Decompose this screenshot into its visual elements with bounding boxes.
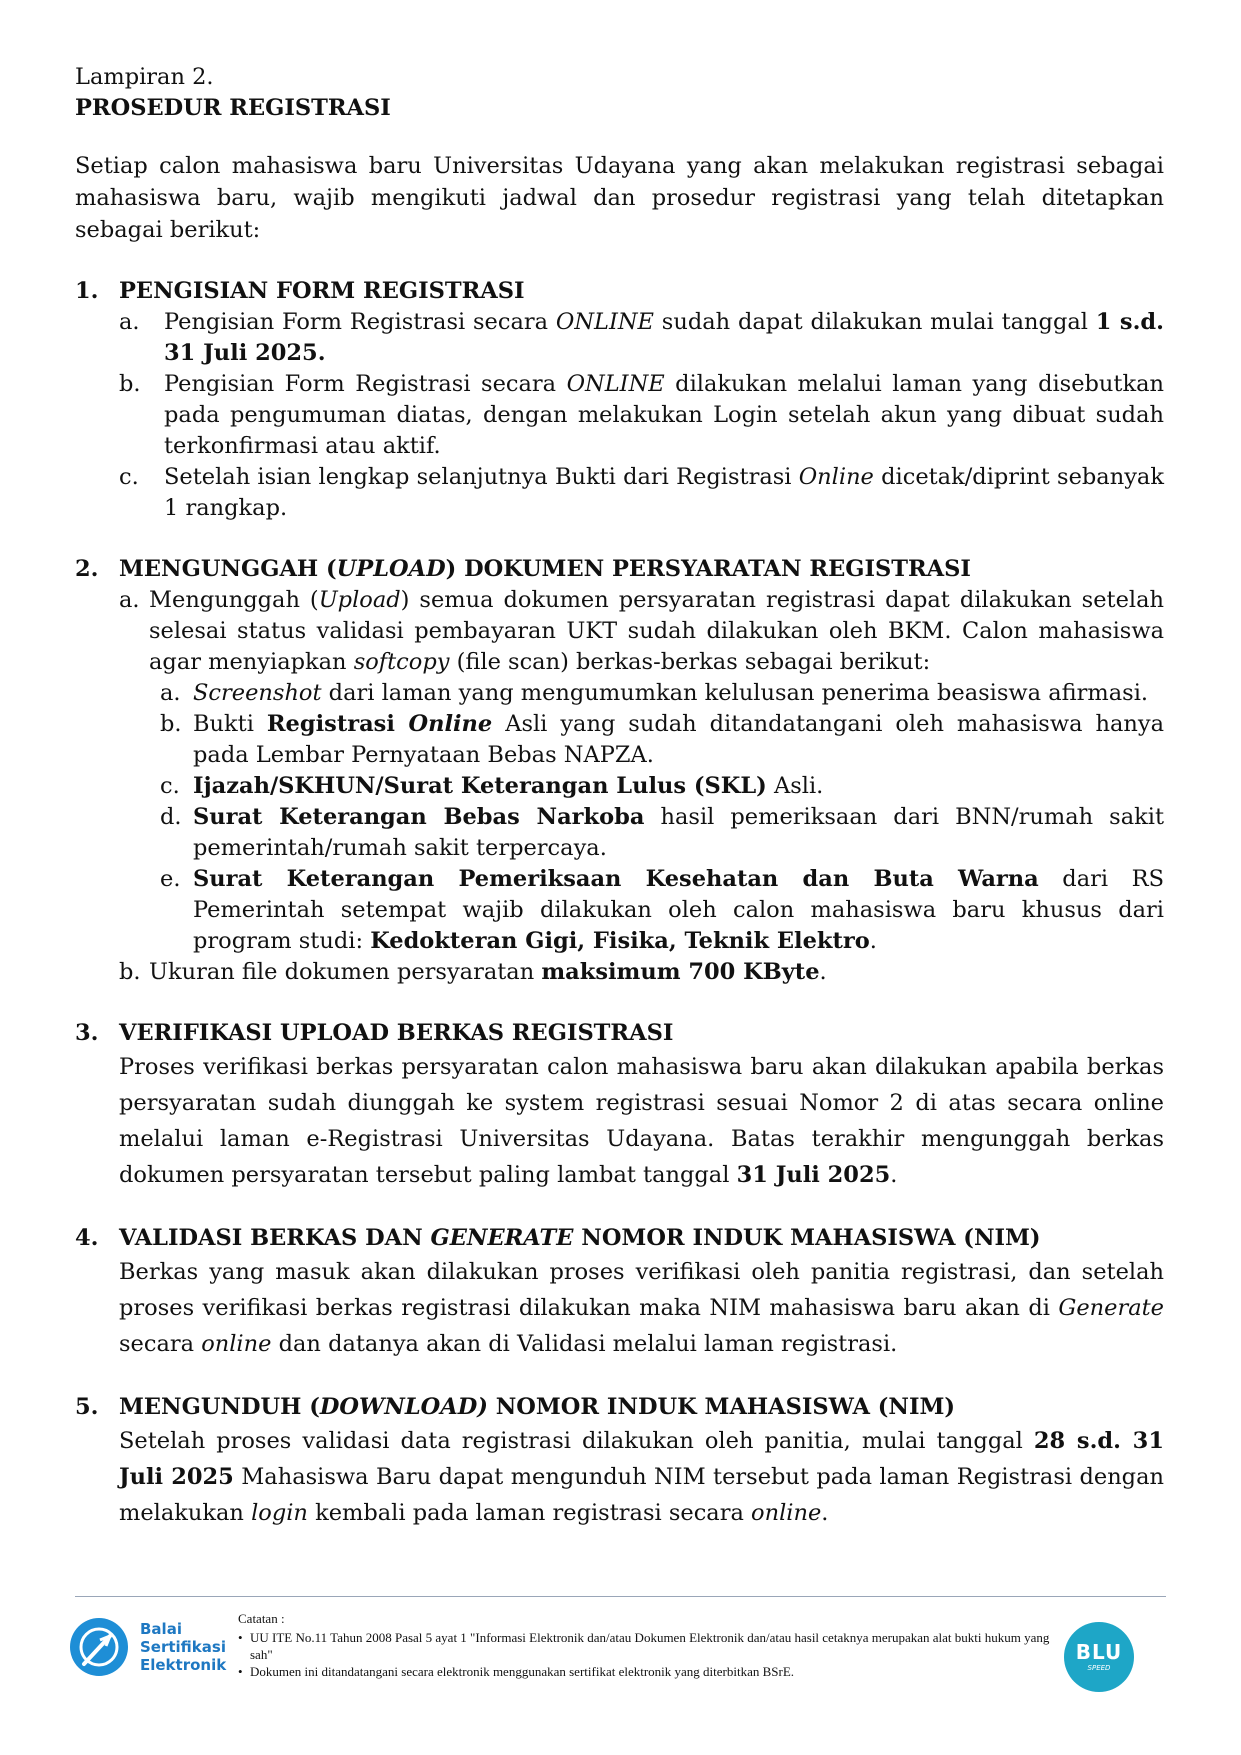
section-number: 3. xyxy=(75,1020,99,1046)
section-paragraph xyxy=(75,1254,1164,1362)
list-item xyxy=(75,957,1164,988)
section-4 xyxy=(75,1223,1164,1362)
item-text: dari laman yang mengumumkan kelulusan penerima beasiswa afirmasi. xyxy=(321,680,1149,706)
item-text-bold-italic: Online xyxy=(408,711,493,737)
item-text-italic: ONLINE xyxy=(555,309,654,335)
item-text: Pengisian Form Registrasi secara xyxy=(164,371,567,397)
section-1 xyxy=(75,276,1164,524)
section-heading xyxy=(75,1223,1164,1254)
section-title-italic: UPLOAD xyxy=(336,556,446,582)
section-title: PENGISIAN FORM REGISTRASI xyxy=(119,278,525,304)
paragraph-text: kembali pada laman registrasi secara xyxy=(307,1500,752,1526)
section-paragraph xyxy=(75,1423,1164,1531)
list-marker: a. xyxy=(119,309,140,335)
item-text: . xyxy=(869,928,877,954)
paragraph-text-bold: 31 Juli 2025 xyxy=(736,1162,891,1188)
sub-list-item xyxy=(75,864,1164,957)
paragraph-text-bold: 28 s.d. 31 Juli 2025 xyxy=(119,1428,1164,1490)
item-text: Setelah isian lengkap selanjutnya Bukti dari Registrasi xyxy=(164,464,799,490)
list-marker: e. xyxy=(160,866,181,892)
paragraph-text: . xyxy=(890,1162,898,1188)
list-marker: a. xyxy=(119,587,140,613)
bsre-emblem-icon xyxy=(70,1618,128,1676)
section-title: NOMOR INDUK MAHASISWA (NIM) xyxy=(573,1225,1041,1251)
footer-divider xyxy=(75,1596,1166,1597)
item-text: (file scan) berkas-berkas sebagai berikut: xyxy=(449,649,931,675)
section-heading xyxy=(75,554,1164,585)
section-heading xyxy=(75,276,1164,307)
item-text-bold: Surat Keterangan Bebas Narkoba xyxy=(193,804,645,830)
item-text-italic: softcopy xyxy=(353,649,450,675)
bsre-logo xyxy=(70,1618,230,1680)
item-text-italic: Online xyxy=(798,464,874,490)
list-item xyxy=(75,462,1164,524)
item-text: Pengisian Form Registrasi secara xyxy=(164,309,556,335)
section-title: VERIFIKASI UPLOAD BERKAS REGISTRASI xyxy=(119,1020,674,1046)
sub-list-item xyxy=(75,678,1164,709)
section-number: 2. xyxy=(75,556,99,582)
section-paragraph xyxy=(75,1049,1164,1193)
list-item xyxy=(75,369,1164,462)
blu-logo-text: BLU xyxy=(1075,1640,1123,1664)
item-text-bold: maksimum 700 KByte xyxy=(541,959,820,985)
item-text: . xyxy=(819,959,827,985)
bsre-logo-line: Elektronik xyxy=(140,1656,227,1674)
sub-list-item xyxy=(75,771,1164,802)
document-page xyxy=(75,62,1164,1531)
item-text: sudah dapat dilakukan mulai tanggal xyxy=(653,309,1096,335)
section-title: MENGUNGGAH ( xyxy=(119,556,337,582)
lampiran-label: Lampiran 2. xyxy=(75,64,214,90)
section-title: NOMOR INDUK MAHASISWA (NIM) xyxy=(487,1394,956,1420)
section-5 xyxy=(75,1392,1164,1531)
paragraph-text: Berkas yang masuk akan dilakukan proses verifikasi oleh panitia registrasi, dan setelah proses verifikasi berkas registrasi dilakukan maka NIM mahasiswa baru akan di xyxy=(119,1259,1164,1321)
paragraph-text-italic: online xyxy=(201,1331,272,1357)
footer-notes xyxy=(238,1610,1068,1680)
paragraph-text-italic: Generate xyxy=(1058,1295,1164,1321)
paragraph-text: Mahasiswa Baru dapat mengunduh NIM tersebut pada laman Registrasi dengan melakukan xyxy=(119,1464,1164,1526)
section-heading xyxy=(75,1018,1164,1049)
sub-list-item xyxy=(75,802,1164,864)
item-text: dilakukan melalui laman yang disebutkan pada pengumuman diatas, dengan melakukan Login setelah akun yang dibuat sudah terkonfirmasi atau aktif. xyxy=(164,371,1165,459)
section-title-italic: GENERATE xyxy=(430,1225,574,1251)
item-text: ) semua dokumen persyaratan registrasi dapat dilakukan setelah selesai status validasi pembayaran UKT sudah dilakukan oleh BKM. Calon mahasiswa agar menyiapkan xyxy=(149,587,1165,675)
paragraph-text: . xyxy=(821,1500,829,1526)
section-title: VALIDASI BERKAS DAN xyxy=(119,1225,431,1251)
list-marker: b. xyxy=(160,711,182,737)
item-text-italic: Screenshot xyxy=(193,680,322,706)
section-number: 4. xyxy=(75,1225,99,1251)
list-marker: c. xyxy=(119,464,139,490)
section-3 xyxy=(75,1018,1164,1193)
notes-list xyxy=(238,1629,1068,1680)
bsre-mark-icon xyxy=(70,1618,128,1676)
section-title: ) DOKUMEN PERSYARATAN REGISTRASI xyxy=(445,556,971,582)
paragraph-text: Proses verifikasi berkas persyaratan calon mahasiswa baru akan dilakukan apabila berkas persyaratan sudah diunggah ke system registrasi sesuai Nomor 2 di atas secara online melalui laman e-Registrasi Universitas Udayana. Batas terakhir mengunggah berkas dokumen persyaratan tersebut paling lambat tanggal xyxy=(119,1054,1164,1188)
paragraph-text: Setelah proses validasi data registrasi dilakukan oleh panitia, mulai tanggal xyxy=(119,1428,1034,1454)
bsre-logo-line: Balai xyxy=(140,1620,182,1638)
item-text-bold: Kedokteran Gigi, Fisika, Teknik Elektro xyxy=(370,928,870,954)
list-marker: b. xyxy=(119,371,141,397)
item-text: hasil pemeriksaan dari BNN/rumah sakit pemerintah/rumah sakit terpercaya. xyxy=(193,804,1164,861)
blu-logo-subtext: SPEED xyxy=(1087,1664,1111,1672)
intro-paragraph: Setiap calon mahasiswa baru Universitas Udayana yang akan melakukan registrasi sebagai mahasiswa baru, wajib mengikuti jadwal dan prosedur registrasi yang telah ditetapkan sebagai berikut: xyxy=(75,153,1164,243)
section-title: MENGUNDUH ( xyxy=(119,1394,320,1420)
section-number: 5. xyxy=(75,1394,99,1420)
paragraph-text: dan datanya akan di Validasi melalui laman registrasi. xyxy=(271,1331,898,1357)
section-number: 1. xyxy=(75,278,99,304)
list-marker: d. xyxy=(160,804,182,830)
note-item: • UU ITE No.11 Tahun 2008 Pasal 5 ayat 1 "Informasi Elektronik dan/atau Dokumen Elektronik dan/atau hasil cetaknya merupakan alat bukti hukum yang sah" xyxy=(238,1629,1068,1663)
item-text-bold: Surat Keterangan Pemeriksaan Kesehatan dan Buta Warna xyxy=(193,866,1039,892)
paragraph-text-italic: login xyxy=(251,1500,308,1526)
sub-list-item xyxy=(75,709,1164,771)
item-text-italic: Upload xyxy=(318,587,401,613)
list-marker: b. xyxy=(119,959,141,985)
note-item: • Dokumen ini ditandatangani secara elektronik menggunakan sertifikat elektronik yang diterbitkan BSrE. xyxy=(238,1663,1068,1680)
item-text: dicetak/diprint sebanyak 1 rangkap. xyxy=(164,464,1164,521)
item-text: Bukti xyxy=(193,711,267,737)
list-item xyxy=(75,585,1164,678)
list-marker: a. xyxy=(160,680,181,706)
item-text: Asli yang sudah ditandatangani oleh mahasiswa hanya pada Lembar Pernyataan Bebas NAPZA. xyxy=(193,711,1164,768)
bsre-logo-text xyxy=(140,1620,226,1674)
section-title-italic: DOWNLOAD) xyxy=(319,1394,488,1420)
list-marker: c. xyxy=(160,773,180,799)
item-text: dari RS Pemerintah setempat wajib dilakukan oleh calon mahasiswa baru khusus dari program studi: xyxy=(193,866,1164,954)
document-title: PROSEDUR REGISTRASI xyxy=(75,95,391,121)
item-text-bold: Ijazah/SKHUN/Surat Keterangan Lulus (SKL) xyxy=(193,773,767,799)
item-text: Asli. xyxy=(766,773,824,799)
list-item xyxy=(75,307,1164,369)
item-text: Mengunggah ( xyxy=(149,587,319,613)
section-2 xyxy=(75,554,1164,988)
item-text-bold: 1 s.d. 31 Juli 2025. xyxy=(164,309,1165,366)
notes-heading: Catatan : xyxy=(238,1611,285,1626)
item-text-bold: Registrasi xyxy=(266,711,409,737)
paragraph-text: secara xyxy=(119,1331,202,1357)
blu-speed-logo xyxy=(1064,1622,1134,1692)
section-heading xyxy=(75,1392,1164,1423)
item-text-italic: ONLINE xyxy=(566,371,665,397)
bsre-logo-line: Sertifikasi xyxy=(140,1638,226,1656)
paragraph-text-italic: online xyxy=(751,1500,822,1526)
item-text: Ukuran file dokumen persyaratan xyxy=(149,959,542,985)
